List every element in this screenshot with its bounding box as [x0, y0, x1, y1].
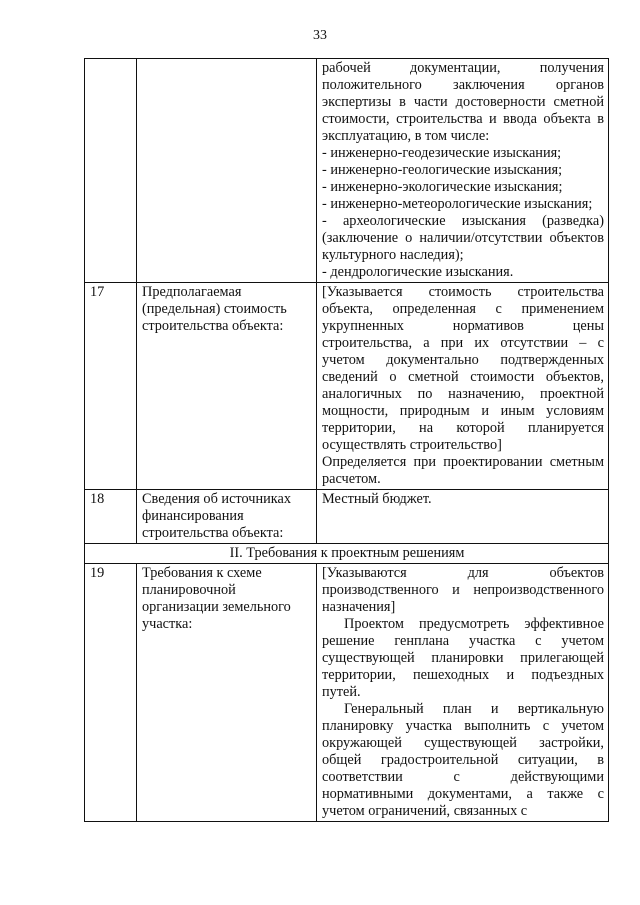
row-number: 18 — [85, 490, 137, 544]
row-title: Требования к схеме планировочной организации земельного участка: — [137, 564, 317, 822]
row-title — [137, 59, 317, 283]
section-title: II. Требования к проектным решениям — [85, 544, 609, 564]
row-content — [317, 283, 609, 490]
row-title: Предполагаемая (предельная) стоимость строительства объекта: — [137, 283, 317, 490]
table-row — [85, 490, 609, 544]
content-paragraph: рабочей документации, получения положительного заключения органов экспертизы в части достоверности сметной стоимости, строительства и ввода объекта в эксплуатацию, в том числе: — [322, 60, 604, 144]
content-paragraph: Определяется при проектировании сметным расчетом. — [322, 454, 604, 487]
page-number: 33 — [313, 28, 327, 43]
content-paragraph: [Указывается стоимость строительства объекта, определенная с применением укрупненных нормативов цены строительства, а при их отсутствии – с учетом документально подтвержденных сведений о сметной стоимости объектов, аналогичных по назначению, проектной мощности, природным и иным условиям территории, на которой планируется осуществлять строительство] — [322, 284, 604, 453]
content-list-item: - инженерно-геодезические изыскания; — [322, 145, 562, 161]
content-paragraph: Генеральный план и вертикальную планировку участка выполнить с учетом окружающей существующей застройки, общей градостроительной ситуации, в соответствии с действующими нормативными документами, а также с учетом ограничений, связанных с — [322, 701, 604, 819]
content-paragraph: Проектом предусмотреть эффективное решение генплана участка с учетом существующей планировки прилегающей территории, пешеходных и подъездных путей. — [322, 616, 604, 700]
row-title: Сведения об источниках финансирования строительства объекта: — [137, 490, 317, 544]
row-content — [317, 564, 609, 822]
row-content — [317, 59, 609, 283]
row-number: 19 — [85, 564, 137, 822]
content-list-item: - археологические изыскания (разведка) (заключение о наличии/отсутствии объектов культурного наследия); — [322, 213, 604, 263]
content-list-item: - инженерно-метеорологические изыскания; — [322, 196, 593, 212]
content-paragraph: Местный бюджет. — [322, 491, 432, 507]
content-paragraph: [Указываются для объектов производственного и непроизводственного назначения] — [322, 565, 604, 615]
content-list-item: - инженерно-экологические изыскания; — [322, 179, 563, 195]
table-row — [85, 564, 609, 822]
table-row — [85, 283, 609, 490]
content-list-item: - инженерно-геологические изыскания; — [322, 162, 563, 178]
row-content — [317, 490, 609, 544]
table-row — [85, 59, 609, 283]
row-number: 17 — [85, 283, 137, 490]
row-number — [85, 59, 137, 283]
content-list-item: - дендрологические изыскания. — [322, 264, 514, 280]
section-row — [85, 544, 609, 564]
requirements-table — [84, 58, 609, 822]
